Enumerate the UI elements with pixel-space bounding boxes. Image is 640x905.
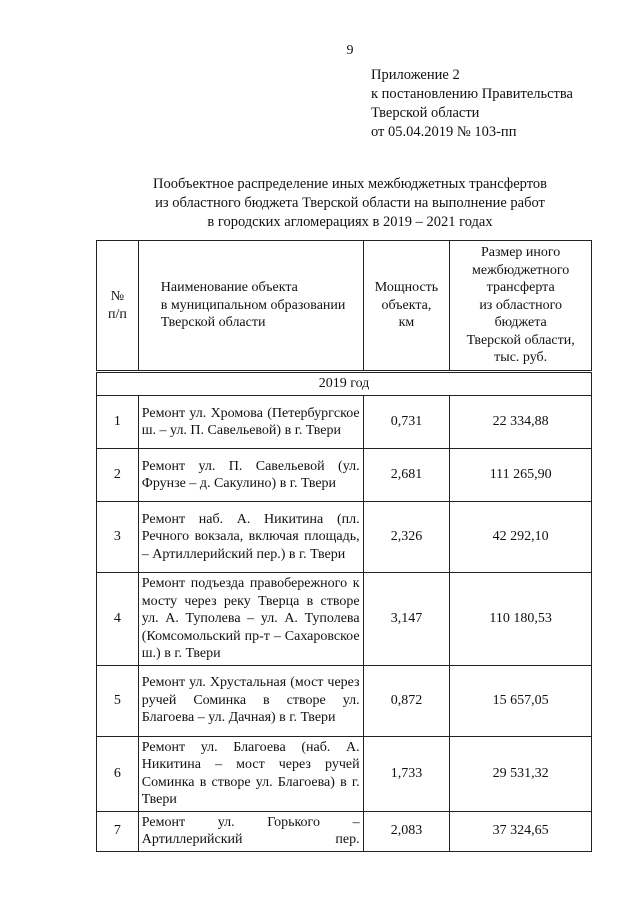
appendix-block	[371, 66, 573, 142]
document-title	[0, 175, 640, 232]
object-name: Ремонт ул. П. Савельевой (ул. Фрунзе – д. Сакулино) в г. Твери	[138, 449, 363, 502]
table-row	[97, 502, 592, 573]
year-row	[97, 372, 592, 396]
object-name: Ремонт подъезда правобережного к мосту через реку Тверца в створе ул. А. Туполева – ул. А. Туполева (Комсомольский пр-т – Сахаровское ш.) в г. Твери	[138, 573, 363, 666]
row-number: 3	[97, 502, 139, 573]
transfer-amount: 37 324,65	[450, 811, 592, 851]
table-row	[97, 396, 592, 449]
transfer-amount: 15 657,05	[450, 665, 592, 736]
page-number: 9	[346, 43, 354, 58]
appendix-line: Тверской области	[371, 105, 480, 121]
table-row	[97, 665, 592, 736]
title-line: Пообъектное распределение иных межбюджетных трансфертов	[153, 176, 547, 192]
appendix-date-line: от 05.04.2019 № 103-пп	[371, 124, 517, 140]
object-length: 2,681	[363, 449, 450, 502]
row-number: 2	[97, 449, 139, 502]
object-length: 0,872	[363, 665, 450, 736]
title-line: из областного бюджета Тверской области на выполнение работ	[155, 195, 545, 211]
header-transfer-amount: Размер иного межбюджетного трансферта из областного бюджета Тверской области, тыс. руб.	[450, 241, 592, 372]
object-length: 2,326	[363, 502, 450, 573]
header-number: № п/п	[97, 241, 139, 372]
table-row	[97, 811, 592, 851]
object-name: Ремонт ул. Горького – Артиллерийский пер.	[138, 811, 363, 851]
object-name: Ремонт наб. А. Никитина (пл. Речного вокзала, включая площадь, – Артиллерийский пер.) в г. Твери	[138, 502, 363, 573]
title-line: в городских агломерациях в 2019 – 2021 годах	[207, 214, 493, 230]
object-length: 1,733	[363, 736, 450, 811]
row-number: 6	[97, 736, 139, 811]
appendix-line: к постановлению Правительства	[371, 86, 573, 102]
object-length: 3,147	[363, 573, 450, 666]
header-power: Мощность объекта, км	[363, 241, 450, 372]
row-number: 1	[97, 396, 139, 449]
object-length: 2,083	[363, 811, 450, 851]
object-length: 0,731	[363, 396, 450, 449]
transfer-amount: 42 292,10	[450, 502, 592, 573]
transfer-amount: 111 265,90	[450, 449, 592, 502]
object-name: Ремонт ул. Хромова (Петербургское ш. – ул. П. Савельевой) в г. Твери	[138, 396, 363, 449]
table-row	[97, 449, 592, 502]
transfer-amount: 110 180,53	[450, 573, 592, 666]
header-object-name: Наименование объекта в муниципальном образовании Тверской области	[138, 241, 363, 372]
table-row	[97, 573, 592, 666]
object-name: Ремонт ул. Хрустальная (мост через ручей Соминка в створе ул. Благоева – ул. Дачная) в г. Твери	[138, 665, 363, 736]
table-header-row	[97, 241, 592, 372]
transfer-amount: 22 334,88	[450, 396, 592, 449]
object-name: Ремонт ул. Благоева (наб. А. Никитина – мост через ручей Соминка в створе ул. Благоева) в г. Твери	[138, 736, 363, 811]
appendix-line: Приложение 2	[371, 67, 460, 83]
allocation-table	[96, 240, 592, 852]
row-number: 4	[97, 573, 139, 666]
year-label: 2019 год	[97, 372, 592, 396]
table-row	[97, 736, 592, 811]
transfer-amount: 29 531,32	[450, 736, 592, 811]
row-number: 5	[97, 665, 139, 736]
row-number: 7	[97, 811, 139, 851]
